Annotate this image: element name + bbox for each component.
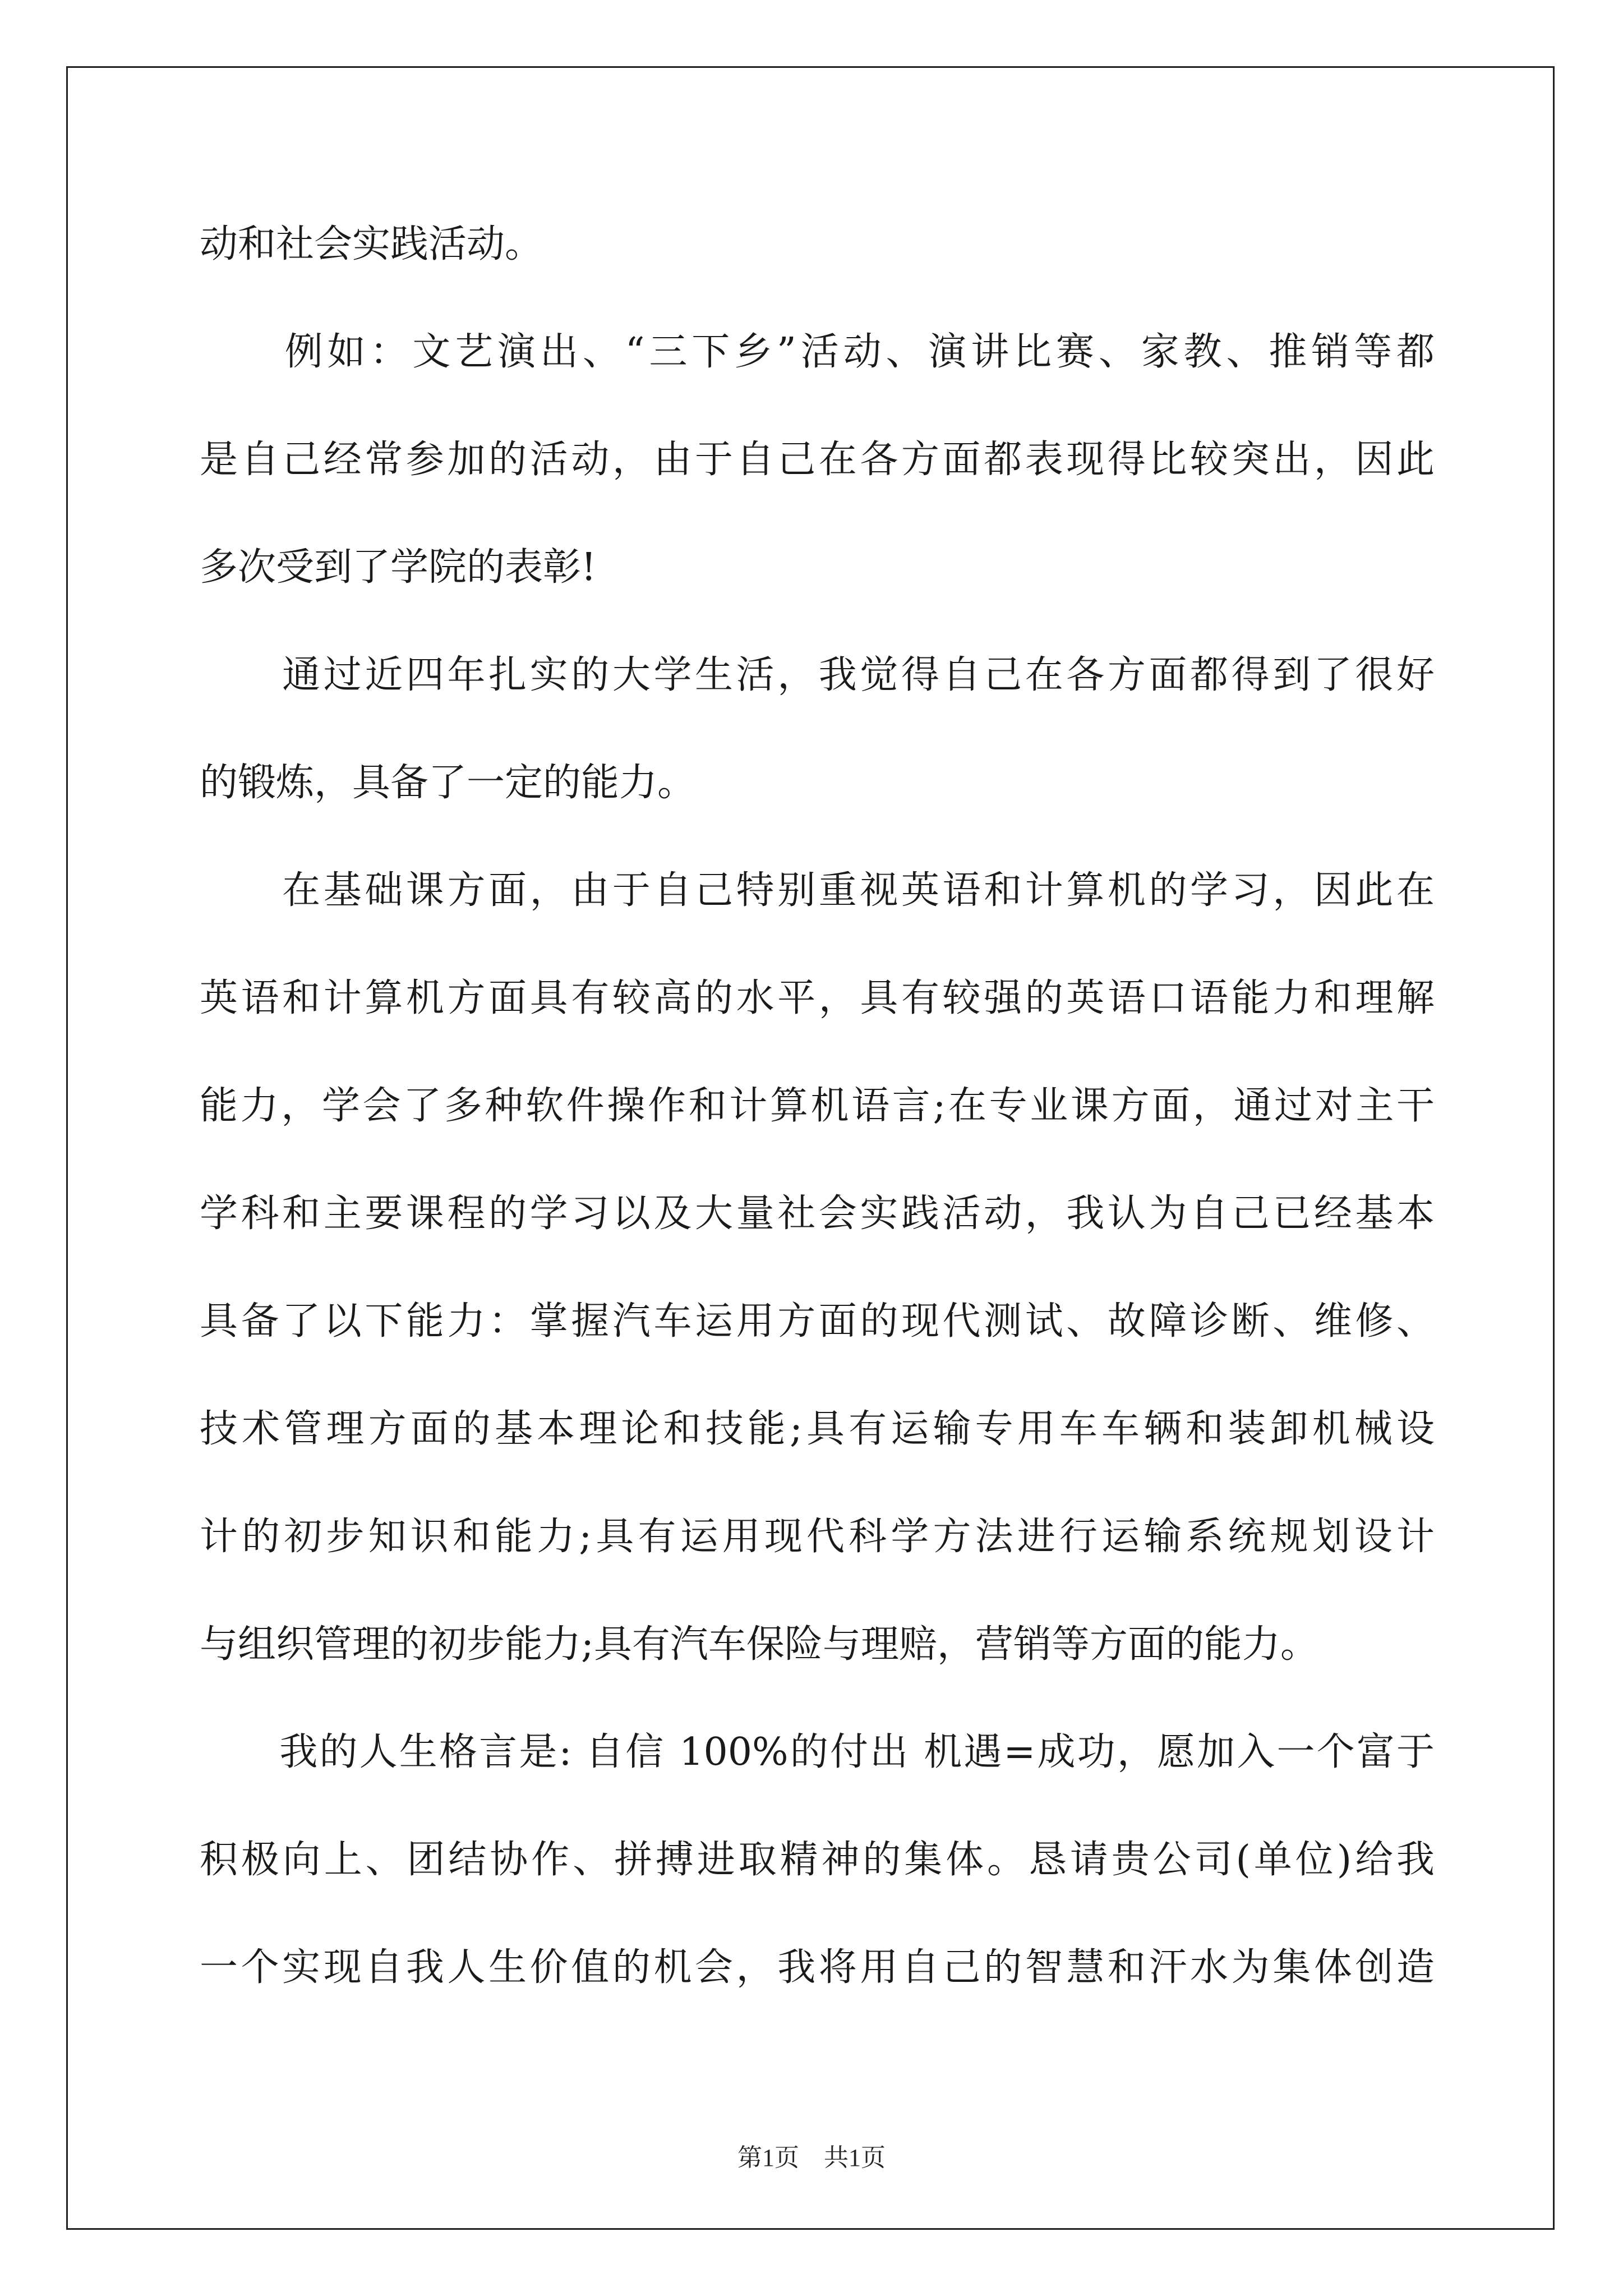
page-footer: 第1页 共1页: [737, 2144, 886, 2171]
text-line: 动和社会实践活动。: [200, 222, 543, 266]
text-line: 积极向上、团结协作、拼搏进取精神的集体。恳请贵公司(单位)给我: [200, 1838, 1435, 1882]
text-line: 我的人生格言是: 自信 100%的付出 机遇=成功，愿加入一个富于: [200, 1730, 1435, 1774]
document-body: [200, 191, 1435, 2022]
text-line: 多次受到了学院的表彰!: [200, 545, 597, 590]
text-line: 英语和计算机方面具有较高的水平，具有较强的英语口语能力和理解: [200, 976, 1435, 1020]
text-line: 具备了以下能力：掌握汽车运用方面的现代测试、故障诊断、维修、: [200, 1299, 1435, 1343]
text-line: 技术管理方面的基本理论和技能;具有运输专用车车辆和装卸机械设: [200, 1407, 1435, 1451]
text-line: 通过近四年扎实的大学生活，我觉得自己在各方面都得到了很好: [200, 653, 1435, 697]
text-line: 与组织管理的初步能力;具有汽车保险与理赔，营销等方面的能力。: [200, 1622, 1318, 1667]
text-line: 能力，学会了多种软件操作和计算机语言;在专业课方面，通过对主干: [200, 1084, 1435, 1128]
text-line: 在基础课方面，由于自己特别重视英语和计算机的学习，因此在: [200, 868, 1435, 913]
text-line: 一个实现自我人生价值的机会，我将用自己的智慧和汗水为集体创造: [200, 1945, 1435, 1990]
text-line: 是自己经常参加的活动，由于自己在各方面都表现得比较突出，因此: [200, 438, 1435, 482]
text-line: 的锻炼，具备了一定的能力。: [200, 761, 696, 805]
text-line: 计的初步知识和能力;具有运用现代科学方法进行运输系统规划设计: [200, 1515, 1435, 1559]
text-line: 例如：文艺演出、“三下乡”活动、演讲比赛、家教、推销等都: [200, 330, 1435, 374]
text-line: 学科和主要课程的学习以及大量社会实践活动，我认为自己已经基本: [200, 1191, 1435, 1236]
